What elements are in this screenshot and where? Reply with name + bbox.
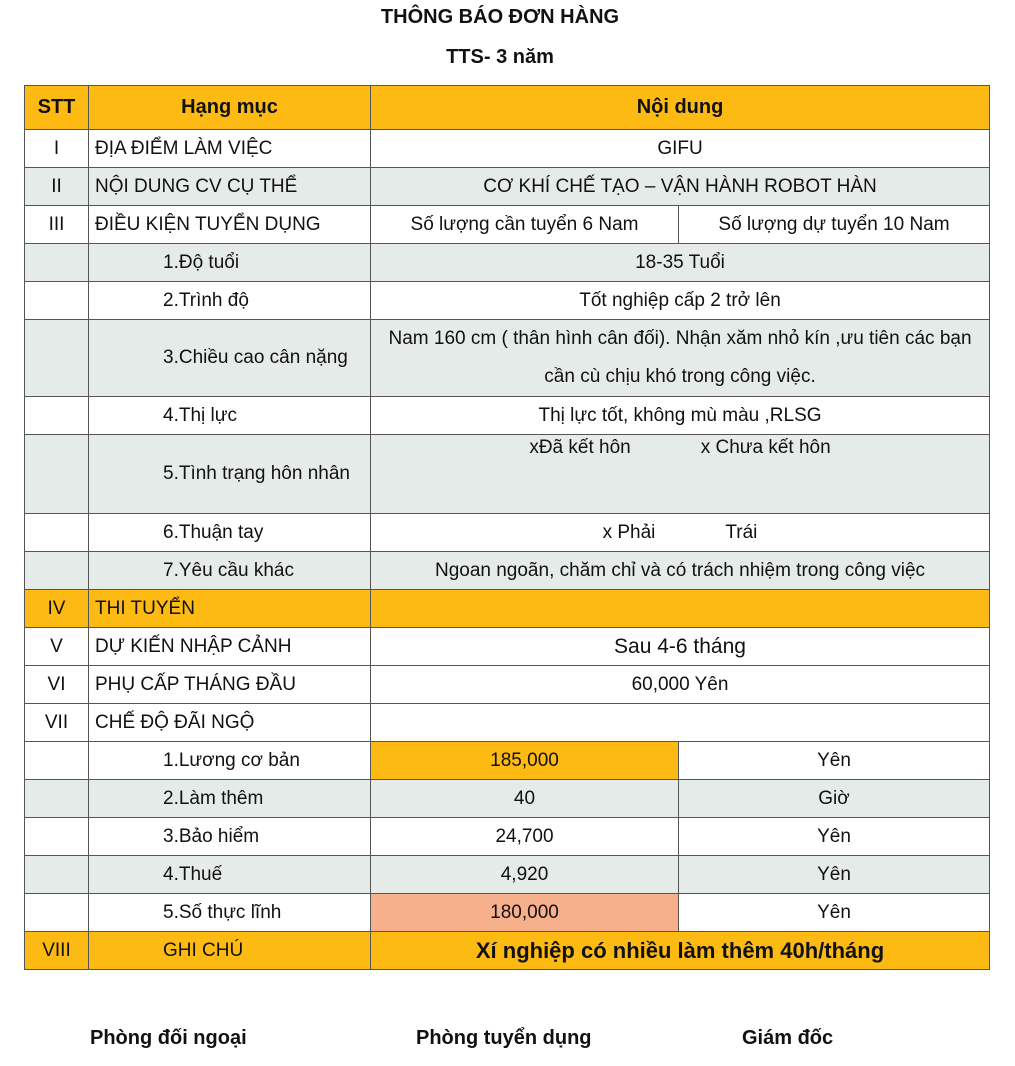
row-number: VIII [25,932,89,970]
row-amount: 180,000 [371,894,679,932]
row-label: 3.Chiều cao cân nặng [89,320,371,397]
row-number: II [25,168,89,206]
row-value: 60,000 Yên [371,666,990,704]
table-row [25,666,990,704]
row-label: 1.Độ tuổi [89,244,371,282]
table-row [25,206,990,244]
row-label: ĐỊA ĐIỂM LÀM VIỆC [89,130,371,168]
row-number [25,742,89,780]
row-label: 6.Thuận tay [89,514,371,552]
row-number [25,780,89,818]
row-label: 2.Trình độ [89,282,371,320]
row-number: III [25,206,89,244]
row-number [25,435,89,514]
row-value: Xí nghiệp có nhiều làm thêm 40h/tháng [371,932,990,970]
row-label: 5.Số thực lĩnh [89,894,371,932]
row-value [371,590,990,628]
header-item: Hạng mục [89,86,371,130]
signature-foreign-affairs: Phòng đối ngoại [90,1027,247,1049]
row-value: GIFU [371,130,990,168]
table-row [25,130,990,168]
table-row [25,856,990,894]
row-value: Tốt nghiệp cấp 2 trở lên [371,282,990,320]
row-amount: 40 [371,780,679,818]
row-number: VI [25,666,89,704]
signature-director: Giám đốc [742,1027,834,1049]
table-row [25,244,990,282]
table-header-row [25,86,990,130]
row-unit: Yên [679,818,990,856]
row-value: Số lượng dự tuyển 10 Nam [679,206,990,244]
row-number: IV [25,590,89,628]
checkbox-right-hand: x Phải [602,521,656,543]
signature-recruitment: Phòng tuyển dụng [416,1027,592,1049]
row-unit: Giờ [679,780,990,818]
row-label: 4.Thị lực [89,397,371,435]
row-value [371,435,990,514]
checkbox-single: x Chưa kết hôn [700,437,831,458]
table-row [25,932,990,970]
table-row [25,590,990,628]
row-label: 7.Yêu cầu khác [89,552,371,590]
row-number [25,514,89,552]
row-value: Sau 4-6 tháng [371,628,990,666]
table-row [25,742,990,780]
row-value: Nam 160 cm ( thân hình cân đối). Nhận xăm nhỏ kín ,ưu tiên các bạn cần cù chịu khó trong công việc. [371,320,990,397]
table-row [25,514,990,552]
row-unit: Yên [679,742,990,780]
row-number [25,282,89,320]
row-value: CƠ KHÍ CHẾ TẠO – VẬN HÀNH ROBOT HÀN [371,168,990,206]
checkbox-left-hand: Trái [725,521,758,543]
order-table [24,85,990,970]
document-title: THÔNG BÁO ĐƠN HÀNG [380,6,620,28]
row-amount: 185,000 [371,742,679,780]
document-subtitle: TTS- 3 năm [446,46,554,68]
row-label: DỰ KIẾN NHẬP CẢNH [89,628,371,666]
table-row [25,397,990,435]
row-label: NỘI DUNG CV CỤ THỂ [89,168,371,206]
row-number: VII [25,704,89,742]
row-number [25,894,89,932]
table-row [25,552,990,590]
row-label: 5.Tình trạng hôn nhân [89,435,371,514]
table-row [25,704,990,742]
row-label: 4.Thuế [89,856,371,894]
table-row [25,818,990,856]
header-stt: STT [25,86,89,130]
row-label: GHI CHÚ [89,932,371,970]
row-number: V [25,628,89,666]
table-row [25,780,990,818]
row-label: THI TUYỂN [89,590,371,628]
row-label: 2.Làm thêm [89,780,371,818]
row-number: I [25,130,89,168]
checkbox-married: xĐã kết hôn [529,437,631,458]
table-row [25,894,990,932]
row-number [25,818,89,856]
row-unit: Yên [679,856,990,894]
row-label: 3.Bảo hiểm [89,818,371,856]
row-amount: 4,920 [371,856,679,894]
row-amount: 24,700 [371,818,679,856]
row-value: Ngoan ngoãn, chăm chỉ và có trách nhiệm trong công việc [371,552,990,590]
row-label: ĐIỀU KIỆN TUYỂN DỤNG [89,206,371,244]
table-row [25,282,990,320]
row-value [371,514,990,552]
table-row [25,168,990,206]
row-value: Thị lực tốt, không mù màu ,RLSG [371,397,990,435]
row-label: PHỤ CẤP THÁNG ĐẦU [89,666,371,704]
table-row [25,435,990,514]
table-row [25,320,990,397]
row-value [371,704,990,742]
row-value: Số lượng cần tuyển 6 Nam [371,206,679,244]
row-label: 1.Lương cơ bản [89,742,371,780]
row-number [25,320,89,397]
row-value: 18-35 Tuổi [371,244,990,282]
row-number [25,856,89,894]
row-unit: Yên [679,894,990,932]
row-number [25,397,89,435]
row-number [25,552,89,590]
row-label: CHẾ ĐỘ ĐÃI NGỘ [89,704,371,742]
header-content: Nội dung [371,86,990,130]
row-number [25,244,89,282]
table-row [25,628,990,666]
